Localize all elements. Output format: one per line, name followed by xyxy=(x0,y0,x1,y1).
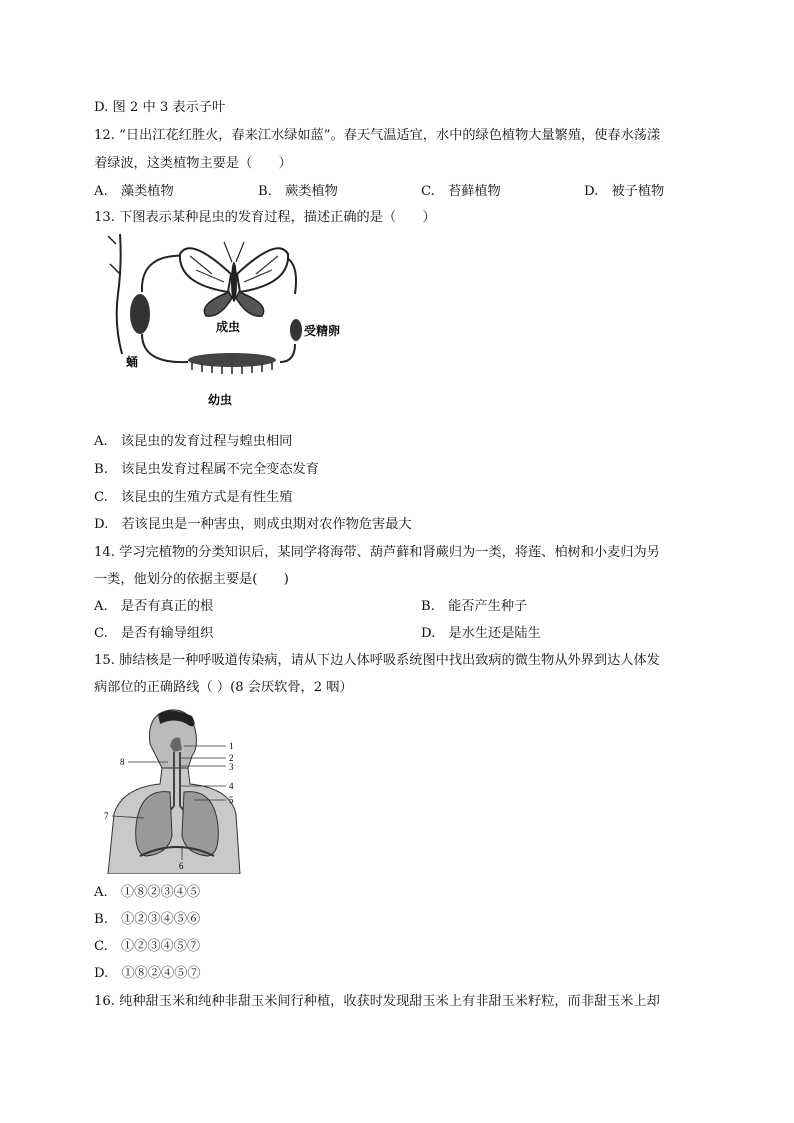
q12-stem-line2: 着绿波，这类植物主要是（ ） xyxy=(94,156,292,171)
larva-icon xyxy=(188,353,276,374)
label-6: 6 xyxy=(179,861,184,871)
butterfly-adult-icon xyxy=(180,242,288,316)
insect-lifecycle-diagram xyxy=(100,234,370,414)
insect-lifecycle-figure xyxy=(100,234,370,414)
pupa-icon xyxy=(108,234,150,354)
q14-stem-line1: 14. 学习完植物的分类知识后，某同学将海带、葫芦藓和肾蕨归为一类，将莲、柏树和小麦归为另 xyxy=(94,545,660,560)
q15-option-d: D. ①⑧②④⑤⑦ xyxy=(94,966,201,981)
q13-option-c: C. 该昆虫的生殖方式是有性生殖 xyxy=(94,490,293,505)
label-egg: 受精卵 xyxy=(304,324,341,338)
q15-option-b: B. ①②③④⑤⑥ xyxy=(94,912,201,927)
q14-option-b: B. 能否产生种子 xyxy=(421,599,528,614)
q14-option-a: A. 是否有真正的根 xyxy=(94,599,214,614)
q14-option-c: C. 是否有输导组织 xyxy=(94,626,214,641)
label-pupa: 蛹 xyxy=(126,355,139,369)
respiratory-system-diagram xyxy=(100,706,245,874)
egg-icon xyxy=(290,319,302,341)
label-adult: 成虫 xyxy=(216,320,241,334)
q11-option-d: D. 图 2 中 3 表示子叶 xyxy=(94,100,226,115)
label-larva: 幼虫 xyxy=(208,393,233,407)
q12-stem-line1: 12. “日出江花红胜火，春来江水绿如蓝”。春天气温适宜，水中的绿色植物大量繁殖，使春水荡漾 xyxy=(94,128,661,143)
q13-option-d: D. 若该昆虫是一种害虫，则成虫期对农作物危害最大 xyxy=(94,517,412,532)
q15-stem-line2: 病部位的正确路线（ ）(8 会厌软骨，2 咽） xyxy=(94,680,353,695)
q12-option-a: A. 藻类植物 xyxy=(94,184,174,199)
label-2: 2 xyxy=(229,753,234,763)
label-5: 5 xyxy=(229,795,234,805)
q13-option-a: A. 该昆虫的发育过程与蝗虫相同 xyxy=(94,434,293,449)
q15-option-a: A. ①⑧②③④⑤ xyxy=(94,885,201,900)
q13-stem: 13. 下图表示某种昆虫的发育过程，描述正确的是（ ） xyxy=(94,210,436,225)
label-3: 3 xyxy=(229,762,234,772)
label-4: 4 xyxy=(229,781,234,791)
q14-stem-line2: 一类，他划分的依据主要是( ) xyxy=(94,572,289,587)
q12-option-c: C. 苔藓植物 xyxy=(421,184,501,199)
q15-stem-line1: 15. 肺结核是一种呼吸道传染病，请从下边人体呼吸系统图中找出致病的微生物从外界到达人体发 xyxy=(94,653,660,668)
label-7: 7 xyxy=(104,811,109,821)
q12-option-d: D. 被子植物 xyxy=(584,184,665,199)
q16-stem-line1: 16. 纯种甜玉米和纯种非甜玉米间行种植，收获时发现甜玉米上有非甜玉米籽粒，而非甜玉米上却 xyxy=(94,994,660,1009)
q13-option-b: B. 该昆虫发育过程属不完全变态发育 xyxy=(94,462,319,477)
label-8: 8 xyxy=(120,757,125,767)
respiratory-system-figure xyxy=(100,706,245,874)
q12-option-b: B. 蕨类植物 xyxy=(258,184,338,199)
q14-option-d: D. 是水生还是陆生 xyxy=(421,626,541,641)
label-1: 1 xyxy=(229,741,234,751)
q15-option-c: C. ①②③④⑤⑦ xyxy=(94,939,201,954)
